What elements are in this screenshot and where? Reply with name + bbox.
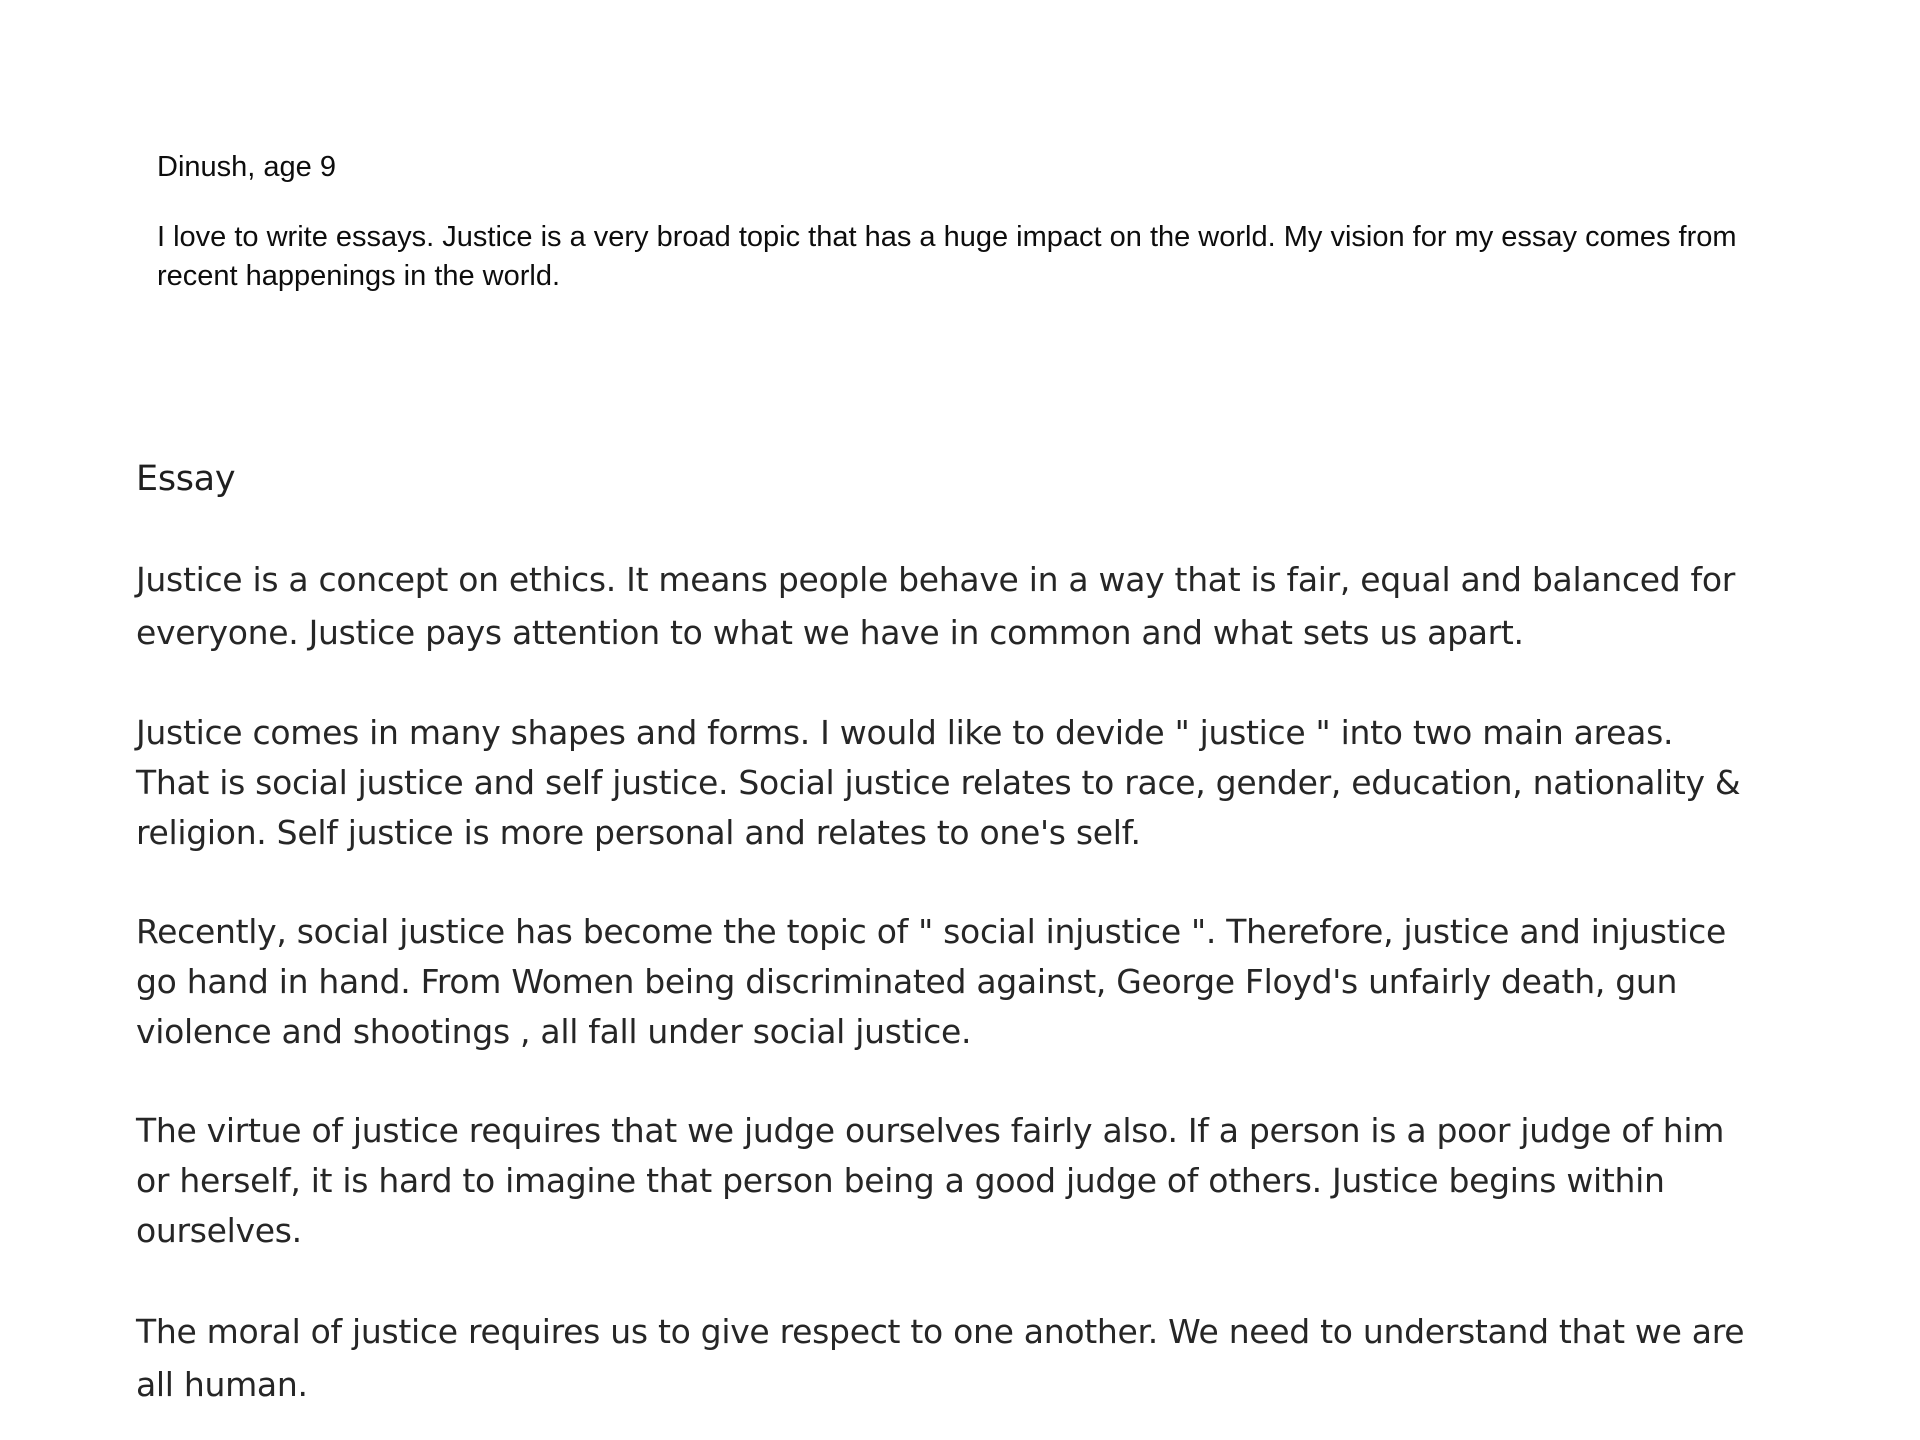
essay-body bbox=[136, 454, 1776, 1411]
author-statement: I love to write essays. Justice is a very broad topic that has a huge impact on the world. My vision for my essay comes from recent happenings in the world. bbox=[157, 221, 1737, 292]
essay-paragraph-5: The moral of justice requires us to give respect to one another. We need to understand that we are all human. bbox=[136, 1312, 1745, 1404]
author-block bbox=[157, 148, 1757, 296]
essay-paragraph-4: The virtue of justice requires that we judge ourselves fairly also. If a person is a poor judge of him or herself, it is hard to imagine that person being a good judge of others. Justice begins within ourselves. bbox=[136, 1111, 1725, 1250]
essay-paragraph-2: Justice comes in many shapes and forms. I would like to devide " justice " into two main areas. That is social justice and self justice. Social justice relates to race, gender, education, nationality & religion. Self justice is more personal and relates to one's self. bbox=[136, 713, 1741, 852]
author-name: Dinush, age 9 bbox=[157, 151, 336, 183]
essay-heading: Essay bbox=[136, 459, 236, 499]
essay-paragraph-1: Justice is a concept on ethics. It means people behave in a way that is fair, equal and balanced for everyone. Justice pays attention to what we have in common and what sets us apart. bbox=[136, 560, 1736, 652]
essay-paragraph-3: Recently, social justice has become the topic of " social injustice ". Therefore, justice and injustice go hand in hand. From Women being discriminated against, George Floyd's unfairly death, gun violence and shootings , all fall under social justice. bbox=[136, 912, 1726, 1051]
